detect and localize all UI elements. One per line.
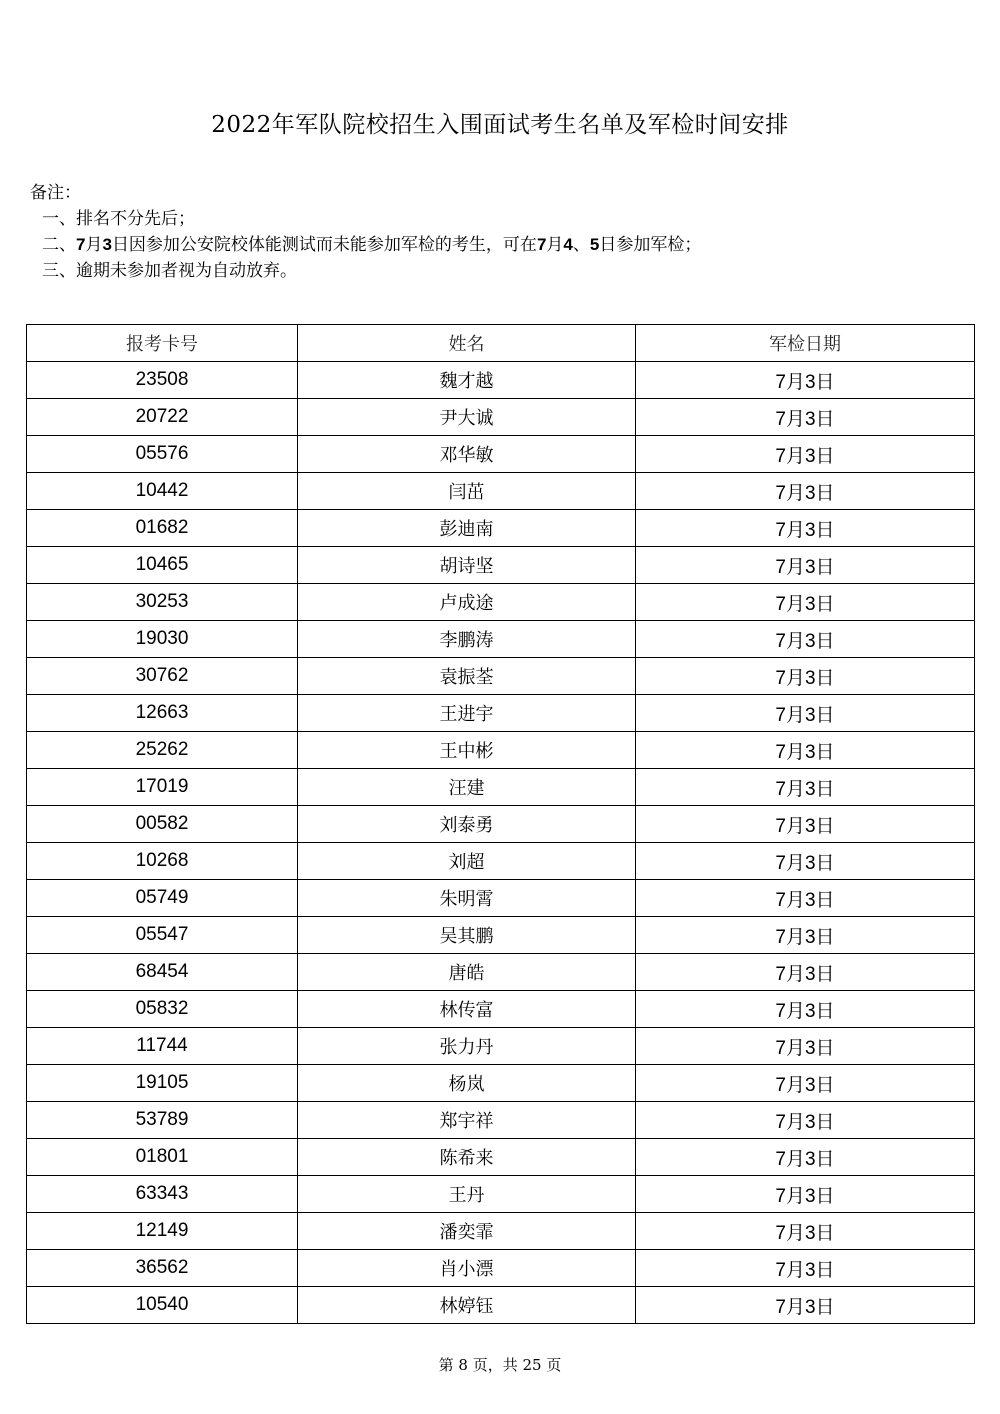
table-row bbox=[27, 510, 975, 547]
footer-page-number: 8 bbox=[458, 1356, 468, 1374]
cell-exam-card: 01801 bbox=[27, 1139, 298, 1176]
cell-check-date: 7月3日 bbox=[636, 843, 975, 880]
note-line-1: 一、排名不分先后； bbox=[42, 209, 195, 229]
cell-name: 唐皓 bbox=[298, 954, 636, 991]
table-row bbox=[27, 1139, 975, 1176]
candidate-table bbox=[26, 324, 975, 1324]
cell-exam-card: 12149 bbox=[27, 1213, 298, 1250]
cell-check-date: 7月3日 bbox=[636, 1213, 975, 1250]
cell-name: 汪建 bbox=[298, 769, 636, 806]
table-row bbox=[27, 1176, 975, 1213]
cell-exam-card: 00582 bbox=[27, 806, 298, 843]
note-line-2-bold: 5 bbox=[589, 235, 600, 254]
table-row bbox=[27, 1287, 975, 1324]
cell-name: 王中彬 bbox=[298, 732, 636, 769]
table-row bbox=[27, 621, 975, 658]
cell-name: 邓华敏 bbox=[298, 436, 636, 473]
page-title: 2022年军队院校招生入围面试考生名单及军检时间安排 bbox=[211, 112, 789, 138]
cell-exam-card: 25262 bbox=[27, 732, 298, 769]
cell-check-date: 7月3日 bbox=[636, 880, 975, 917]
note-line-2-part: 日参加军检； bbox=[599, 235, 702, 255]
note-line-2-part: 日因参加公安院校体能测试而未能参加军检的考生，可在 bbox=[111, 235, 537, 255]
cell-check-date: 7月3日 bbox=[636, 1102, 975, 1139]
cell-exam-card: 53789 bbox=[27, 1102, 298, 1139]
cell-name: 林传富 bbox=[298, 991, 636, 1028]
cell-check-date: 7月3日 bbox=[636, 695, 975, 732]
note-line-2-part: 月 bbox=[546, 235, 564, 255]
notes-block bbox=[30, 180, 701, 284]
cell-name: 杨岚 bbox=[298, 1065, 636, 1102]
table-row bbox=[27, 806, 975, 843]
cell-exam-card: 68454 bbox=[27, 954, 298, 991]
table-row bbox=[27, 843, 975, 880]
cell-check-date: 7月3日 bbox=[636, 1287, 975, 1324]
cell-exam-card: 30253 bbox=[27, 584, 298, 621]
note-line-2-part: 二、 bbox=[42, 235, 76, 255]
table-row bbox=[27, 1102, 975, 1139]
cell-name: 彭迪南 bbox=[298, 510, 636, 547]
cell-exam-card: 10442 bbox=[27, 473, 298, 510]
cell-check-date: 7月3日 bbox=[636, 806, 975, 843]
table-row bbox=[27, 473, 975, 510]
table-row bbox=[27, 658, 975, 695]
cell-check-date: 7月3日 bbox=[636, 1065, 975, 1102]
cell-exam-card: 19030 bbox=[27, 621, 298, 658]
note-line-3: 三、逾期未参加者视为自动放弃。 bbox=[42, 261, 297, 281]
cell-check-date: 7月3日 bbox=[636, 436, 975, 473]
page-footer bbox=[0, 1354, 1000, 1375]
table-row bbox=[27, 1028, 975, 1065]
cell-check-date: 7月3日 bbox=[636, 658, 975, 695]
cell-exam-card: 17019 bbox=[27, 769, 298, 806]
cell-exam-card: 05832 bbox=[27, 991, 298, 1028]
table-row bbox=[27, 954, 975, 991]
table-row bbox=[27, 917, 975, 954]
footer-total-pages: 25 bbox=[522, 1356, 542, 1374]
cell-name: 王进宇 bbox=[298, 695, 636, 732]
cell-exam-card: 10465 bbox=[27, 547, 298, 584]
cell-name: 胡诗坚 bbox=[298, 547, 636, 584]
table-body bbox=[27, 362, 975, 1324]
table-row bbox=[27, 1213, 975, 1250]
cell-check-date: 7月3日 bbox=[636, 732, 975, 769]
cell-check-date: 7月3日 bbox=[636, 991, 975, 1028]
cell-check-date: 7月3日 bbox=[636, 473, 975, 510]
cell-exam-card: 12663 bbox=[27, 695, 298, 732]
cell-check-date: 7月3日 bbox=[636, 954, 975, 991]
cell-exam-card: 11744 bbox=[27, 1028, 298, 1065]
cell-name: 尹大诚 bbox=[298, 399, 636, 436]
cell-name: 潘奕霏 bbox=[298, 1213, 636, 1250]
footer-suffix: 页 bbox=[541, 1356, 562, 1374]
cell-name: 林婷钰 bbox=[298, 1287, 636, 1324]
note-line-2-part: 、 bbox=[572, 235, 590, 255]
table-row bbox=[27, 991, 975, 1028]
table-row bbox=[27, 436, 975, 473]
cell-check-date: 7月3日 bbox=[636, 510, 975, 547]
cell-name: 郑宇祥 bbox=[298, 1102, 636, 1139]
cell-exam-card: 01682 bbox=[27, 510, 298, 547]
cell-check-date: 7月3日 bbox=[636, 917, 975, 954]
cell-check-date: 7月3日 bbox=[636, 399, 975, 436]
cell-exam-card: 10268 bbox=[27, 843, 298, 880]
cell-exam-card: 05749 bbox=[27, 880, 298, 917]
cell-check-date: 7月3日 bbox=[636, 1176, 975, 1213]
note-line-2-bold: 7 bbox=[536, 235, 547, 254]
footer-prefix: 第 bbox=[438, 1356, 459, 1374]
cell-exam-card: 10540 bbox=[27, 1287, 298, 1324]
cell-name: 王丹 bbox=[298, 1176, 636, 1213]
cell-exam-card: 36562 bbox=[27, 1250, 298, 1287]
note-line-2-part: 月 bbox=[85, 235, 103, 255]
cell-name: 朱明霄 bbox=[298, 880, 636, 917]
notes-heading: 备注： bbox=[30, 183, 81, 203]
cell-name: 吴其鹏 bbox=[298, 917, 636, 954]
cell-exam-card: 23508 bbox=[27, 362, 298, 399]
cell-name: 刘超 bbox=[298, 843, 636, 880]
note-line-2-bold: 7 bbox=[76, 235, 86, 254]
table-row bbox=[27, 1250, 975, 1287]
cell-check-date: 7月3日 bbox=[636, 547, 975, 584]
cell-check-date: 7月3日 bbox=[636, 362, 975, 399]
cell-name: 肖小漂 bbox=[298, 1250, 636, 1287]
cell-name: 李鹏涛 bbox=[298, 621, 636, 658]
cell-name: 袁振荃 bbox=[298, 658, 636, 695]
cell-exam-card: 20722 bbox=[27, 399, 298, 436]
note-line-2-bold: 3 bbox=[102, 235, 112, 254]
footer-middle: 页，共 bbox=[467, 1356, 523, 1374]
cell-check-date: 7月3日 bbox=[636, 1028, 975, 1065]
table-row bbox=[27, 732, 975, 769]
cell-check-date: 7月3日 bbox=[636, 584, 975, 621]
cell-check-date: 7月3日 bbox=[636, 769, 975, 806]
cell-exam-card: 63343 bbox=[27, 1176, 298, 1213]
cell-exam-card: 05547 bbox=[27, 917, 298, 954]
cell-exam-card: 19105 bbox=[27, 1065, 298, 1102]
cell-exam-card: 30762 bbox=[27, 658, 298, 695]
cell-exam-card: 05576 bbox=[27, 436, 298, 473]
cell-check-date: 7月3日 bbox=[636, 1139, 975, 1176]
cell-check-date: 7月3日 bbox=[636, 621, 975, 658]
cell-name: 魏才越 bbox=[298, 362, 636, 399]
cell-name: 张力丹 bbox=[298, 1028, 636, 1065]
table-row bbox=[27, 880, 975, 917]
table-row bbox=[27, 769, 975, 806]
table-header-row bbox=[27, 325, 975, 362]
cell-name: 刘泰勇 bbox=[298, 806, 636, 843]
table-row bbox=[27, 584, 975, 621]
table-row bbox=[27, 362, 975, 399]
table-row bbox=[27, 695, 975, 732]
table-row bbox=[27, 547, 975, 584]
cell-name: 闫茁 bbox=[298, 473, 636, 510]
cell-check-date: 7月3日 bbox=[636, 1250, 975, 1287]
cell-name: 陈希来 bbox=[298, 1139, 636, 1176]
column-header-name: 姓名 bbox=[298, 325, 636, 362]
table-row bbox=[27, 399, 975, 436]
column-header-exam-card: 报考卡号 bbox=[27, 325, 298, 362]
note-line-2-bold: 4 bbox=[563, 235, 573, 254]
column-header-check-date: 军检日期 bbox=[636, 325, 975, 362]
cell-name: 卢成途 bbox=[298, 584, 636, 621]
table-row bbox=[27, 1065, 975, 1102]
note-line-2 bbox=[30, 232, 701, 258]
